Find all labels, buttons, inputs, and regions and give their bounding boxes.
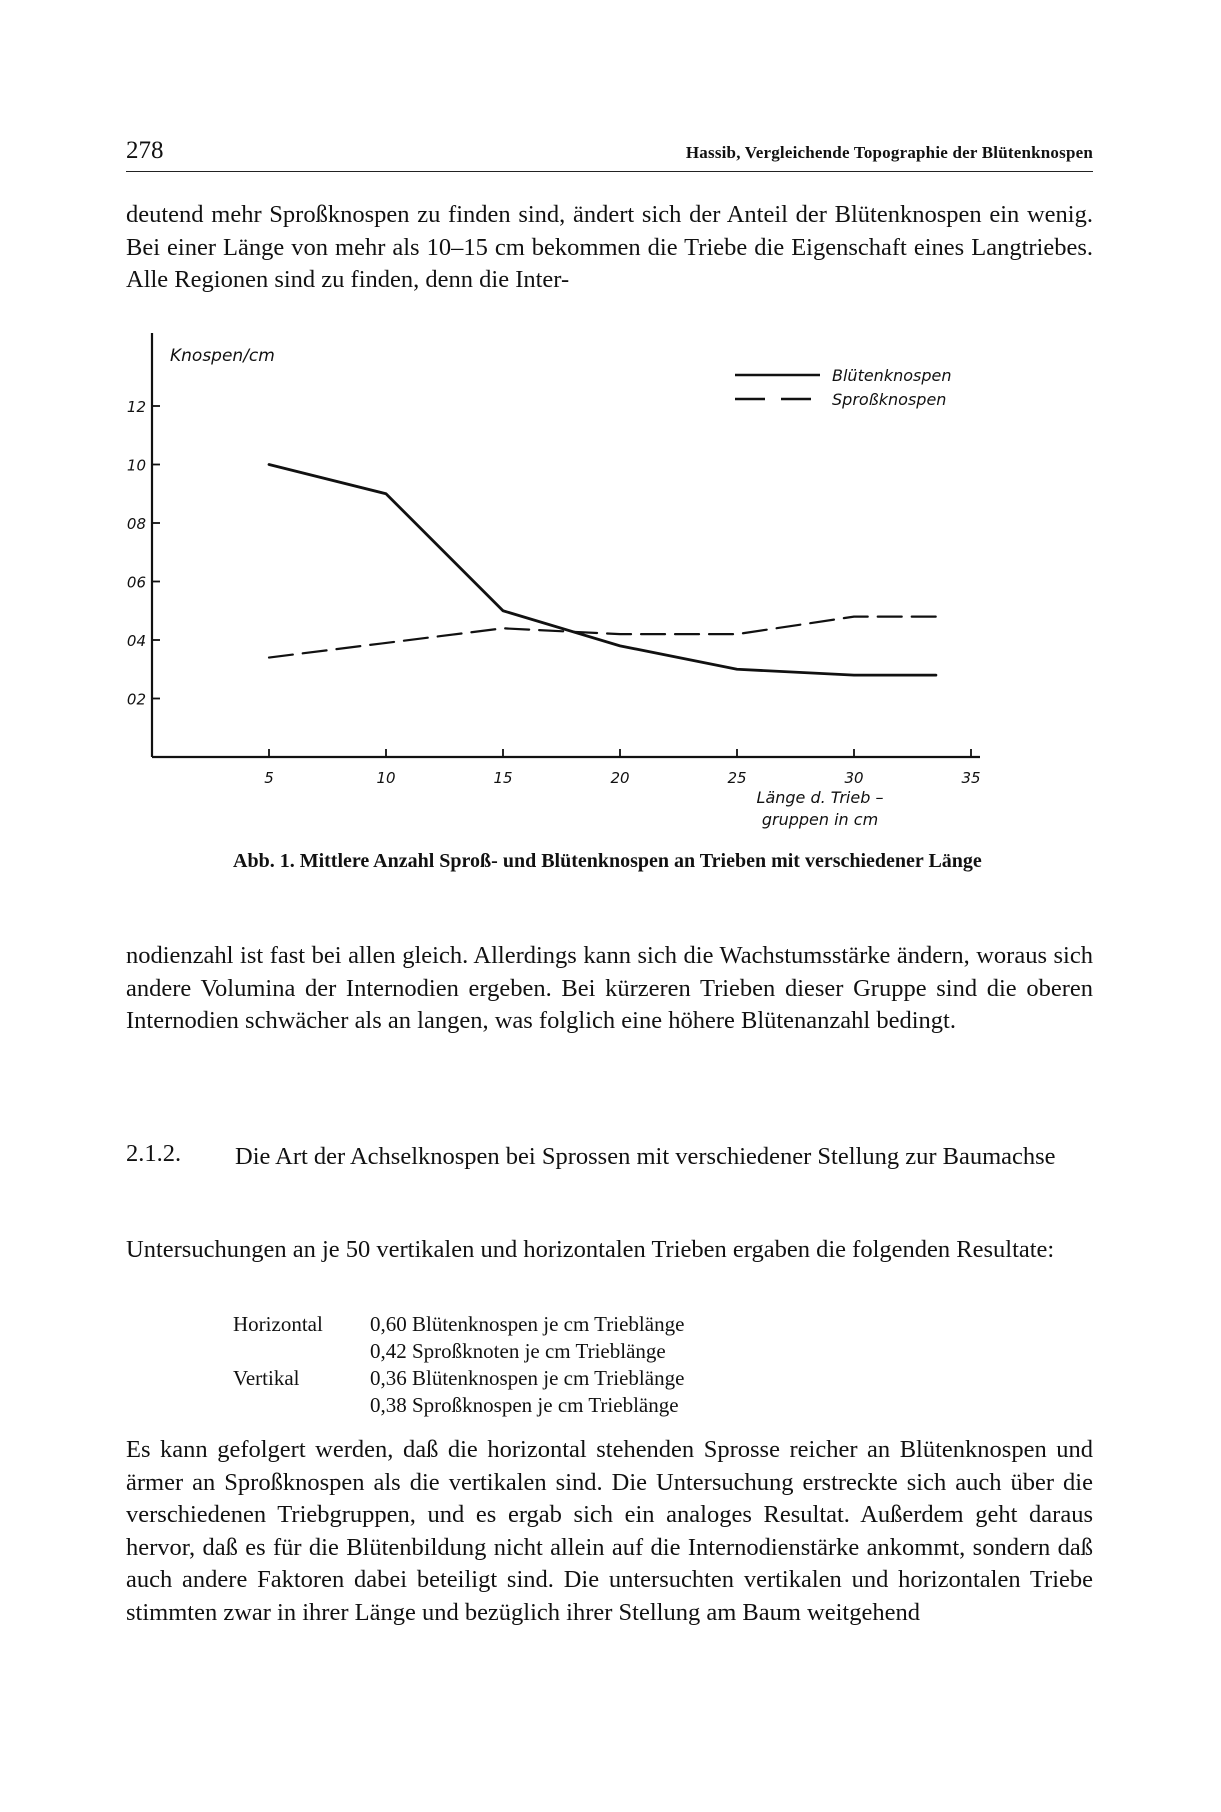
- x-tick-label: 5: [264, 769, 274, 787]
- running-head: Hassib, Vergleichende Topographie der Blütenknospen: [685, 143, 1093, 162]
- x-tick-label: 10: [376, 769, 396, 787]
- y-tick-label: 02: [126, 690, 146, 709]
- series-line-dashed: [269, 617, 936, 658]
- x-axis-title: gruppen in cm: [761, 810, 879, 829]
- series-line-solid: [269, 465, 936, 676]
- y-tick-label: 12: [126, 398, 146, 416]
- x-tick-label: 35: [961, 769, 981, 787]
- y-tick-label: 04: [126, 632, 146, 650]
- result-value: 0,42 Sproßknoten je cm Trieblänge: [370, 1339, 666, 1363]
- section-number: 2.1.2.: [126, 1140, 182, 1167]
- result-label: Horizontal: [233, 1312, 323, 1336]
- result-value: 0,38 Sproßknospen je cm Trieblänge: [370, 1393, 679, 1417]
- x-tick-label: 30: [844, 769, 864, 787]
- figure-caption: Abb. 1. Mittlere Anzahl Sproß- und Blütenknospen an Trieben mit verschiedener Länge: [233, 850, 982, 872]
- result-value: 0,60 Blütenknospen je cm Trieblänge: [370, 1312, 685, 1336]
- line-chart: [120, 325, 1000, 845]
- x-tick-label: 25: [727, 769, 747, 787]
- legend-label: Blütenknospen: [832, 366, 952, 385]
- legend-label: Sproßknospen: [832, 390, 947, 409]
- y-tick-label: 10: [126, 456, 146, 475]
- result-label: Vertikal: [233, 1366, 300, 1390]
- paragraph-1: deutend mehr Sproßknospen zu finden sind, ändert sich der Anteil der Blütenknospen ein wenig. Bei einer Länge von mehr als 10–15 cm bekommen die Triebe die Eigenschaft eines Langtriebes. Alle Regionen sind zu finden, denn die Inter-: [126, 201, 1093, 293]
- y-axis-title: Knospen/cm: [170, 346, 275, 366]
- paragraph-3: Untersuchungen an je 50 vertikalen und horizontalen Trieben ergaben die folgenden Resultate:: [126, 1236, 1055, 1263]
- paragraph-2: nodienzahl ist fast bei allen gleich. Allerdings kann sich die Wachstumsstärke ändern, woraus sich andere Volumina der Internodien ergeben. Bei kürzeren Trieben dieser Gruppe sind die oberen Internodien schwächer als an langen, was folglich eine höhere Blütenanzahl bedingt.: [126, 942, 1093, 1034]
- x-tick-label: 15: [493, 769, 513, 787]
- page-header: [126, 137, 1093, 172]
- page-number: 278: [126, 137, 164, 164]
- result-value: 0,36 Blütenknospen je cm Trieblänge: [370, 1366, 685, 1390]
- y-tick-label: 06: [126, 573, 146, 592]
- figure-1: [120, 325, 1000, 845]
- y-tick-label: 08: [126, 515, 146, 533]
- paragraph-4: Es kann gefolgert werden, daß die horizontal stehenden Sprosse reicher an Blütenknospen und ärmer an Sproßknospen als die vertikalen sind. Die Untersuchung erstreckte sich auch über die verschiedenen Triebgruppen, und es ergab sich ein analoges Resultat. Außerdem geht daraus hervor, daß es für die Blütenbildung nicht allein auf die Internodienstärke ankommt, sondern daß auch andere Faktoren dabei beteiligt sind. Die untersuchten vertikalen und horizontalen Triebe stimmten zwar in ihrer Länge und bezüglich ihrer Stellung am Baum weitgehend: [126, 1436, 1093, 1626]
- section-title: Die Art der Achselknospen bei Sprossen mit verschiedener Stellung zur Baumachse: [235, 1143, 1056, 1170]
- x-tick-label: 20: [610, 769, 630, 787]
- x-axis-title: Länge d. Trieb –: [756, 788, 884, 807]
